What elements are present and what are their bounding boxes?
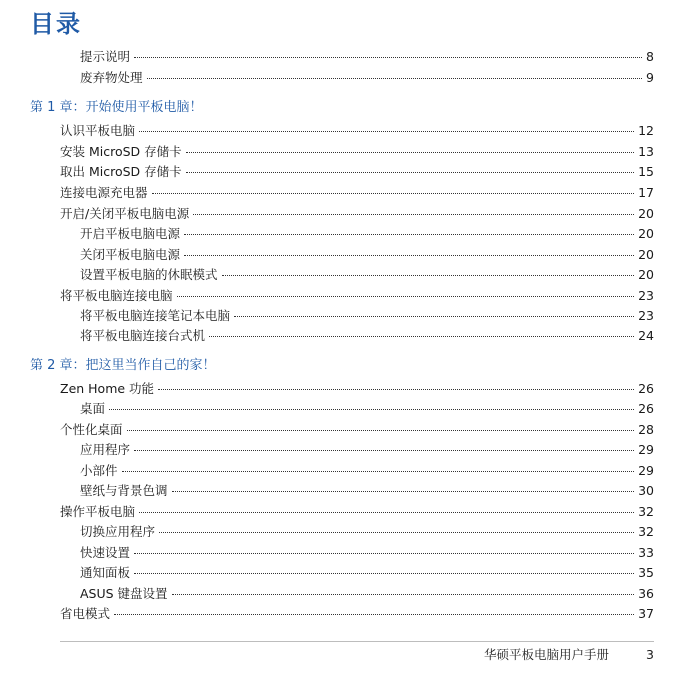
toc-leader-dots (147, 77, 643, 79)
toc-entry-label: 将平板电脑连接笔记本电脑 (80, 308, 231, 323)
toc-entry-page-number: 8 (646, 49, 654, 64)
toc-leader-dots (222, 274, 635, 276)
toc-entry-label: 认识平板电脑 (60, 123, 136, 138)
toc-entry-page-number: 30 (638, 483, 654, 498)
toc-entry[interactable] (80, 246, 654, 264)
toc-entry[interactable] (60, 163, 654, 181)
toc-entry-page-number: 23 (638, 288, 654, 303)
page-title: 目录 (30, 10, 82, 38)
toc-entry-page-number: 23 (638, 308, 654, 323)
toc-entry-label: 通知面板 (80, 565, 131, 580)
toc-entry-page-number: 28 (638, 422, 654, 437)
toc-entry[interactable] (60, 205, 654, 223)
toc-leader-dots (114, 613, 634, 615)
toc-entry[interactable] (60, 503, 654, 521)
toc-entry-label: 连接电源充电器 (60, 185, 148, 200)
toc-entry[interactable] (60, 421, 654, 439)
toc-leader-dots (134, 449, 634, 451)
toc-entry[interactable] (60, 122, 654, 140)
toc-entry[interactable] (80, 266, 654, 284)
footer-page-number: 3 (646, 647, 654, 662)
toc-entry-label: 操作平板电脑 (60, 504, 136, 519)
toc-entry-label: 将平板电脑连接电脑 (60, 288, 173, 303)
toc-leader-dots (158, 388, 634, 390)
toc-chapter-heading: 第 2 章：把这里当作自己的家！ (30, 358, 216, 373)
toc-entry-label: 设置平板电脑的休眠模式 (80, 267, 218, 282)
toc-leader-dots (177, 295, 635, 297)
toc-leader-dots (186, 151, 634, 153)
toc-entry-page-number: 20 (638, 206, 654, 221)
toc-entry-page-number: 37 (638, 606, 654, 621)
toc-entry-page-number: 15 (638, 164, 654, 179)
toc-entry[interactable] (80, 307, 654, 325)
toc-entry-label: ASUS 键盘设置 (80, 586, 168, 601)
toc-entry-label: 将平板电脑连接台式机 (80, 328, 206, 343)
toc-entry-page-number: 20 (638, 267, 654, 282)
toc-entry[interactable] (60, 605, 654, 623)
toc-entry-label: 省电模式 (60, 606, 111, 621)
toc-entry-label: 个性化桌面 (60, 422, 123, 437)
toc-entry-page-number: 36 (638, 586, 654, 601)
toc-entry-label: 桌面 (80, 401, 106, 416)
toc-entry-page-number: 29 (638, 463, 654, 478)
toc-entry-page-number: 17 (638, 185, 654, 200)
toc-entry-page-number: 26 (638, 381, 654, 396)
toc-entry[interactable] (80, 327, 654, 345)
toc-leader-dots (184, 254, 634, 256)
toc-leader-dots (139, 511, 634, 513)
toc-leader-dots (134, 552, 634, 554)
toc-entry-page-number: 33 (638, 545, 654, 560)
footer-divider (60, 641, 654, 642)
toc-entry[interactable] (80, 585, 654, 603)
toc-entry-page-number: 13 (638, 144, 654, 159)
toc-entry-label: 壁纸与背景色调 (80, 483, 168, 498)
toc-entry[interactable] (60, 380, 654, 398)
toc-entry[interactable] (60, 287, 654, 305)
toc-entry-page-number: 20 (638, 247, 654, 262)
toc-leader-dots (186, 171, 634, 173)
toc-leader-dots (159, 531, 634, 533)
toc-leader-dots (134, 56, 642, 58)
toc-entry[interactable] (80, 482, 654, 500)
toc-entry[interactable] (80, 564, 654, 582)
toc-leader-dots (193, 213, 634, 215)
toc-entry-label: 关闭平板电脑电源 (80, 247, 181, 262)
toc-entry[interactable] (80, 441, 654, 459)
toc-entry[interactable] (80, 225, 654, 243)
toc-leader-dots (127, 429, 635, 431)
toc-entry-label: 切换应用程序 (80, 524, 156, 539)
toc-entry[interactable] (80, 400, 654, 418)
toc-leader-dots (152, 192, 635, 194)
toc-entry-page-number: 26 (638, 401, 654, 416)
toc-entry[interactable] (80, 462, 654, 480)
toc-entry-label: 应用程序 (80, 442, 131, 457)
toc-entry[interactable] (80, 523, 654, 541)
toc-entry[interactable] (80, 544, 654, 562)
toc-entry-label: 快速设置 (80, 545, 131, 560)
toc-entry-page-number: 32 (638, 524, 654, 539)
toc-leader-dots (139, 130, 634, 132)
toc-leader-dots (209, 335, 634, 337)
toc-entry-label: 提示说明 (80, 49, 131, 64)
toc-leader-dots (234, 315, 634, 317)
toc-entry[interactable] (80, 69, 654, 87)
toc-leader-dots (122, 470, 635, 472)
footer-title: 华硕平板电脑用户手册 (484, 647, 610, 662)
toc-entry-label: 开启/关闭平板电脑电源 (60, 206, 190, 221)
toc-entry-label: 小部件 (80, 463, 118, 478)
toc-entry-label: Zen Home 功能 (60, 381, 155, 396)
toc-entry[interactable] (80, 48, 654, 66)
toc-leader-dots (109, 408, 634, 410)
toc-entry-label: 取出 MicroSD 存储卡 (60, 164, 182, 179)
toc-leader-dots (184, 233, 634, 235)
toc-entry[interactable] (60, 184, 654, 202)
toc-entry-page-number: 12 (638, 123, 654, 138)
toc-entry[interactable] (60, 143, 654, 161)
toc-leader-dots (172, 593, 635, 595)
toc-entry-page-number: 35 (638, 565, 654, 580)
toc-entry-page-number: 29 (638, 442, 654, 457)
toc-chapter-heading: 第 1 章：开始使用平板电脑！ (30, 100, 203, 115)
toc-entry-label: 开启平板电脑电源 (80, 226, 181, 241)
toc-leader-dots (134, 572, 634, 574)
toc-entry-page-number: 9 (646, 70, 654, 85)
toc-leader-dots (172, 490, 635, 492)
toc-entry-label: 废弃物处理 (80, 70, 143, 85)
toc-entry-page-number: 24 (638, 328, 654, 343)
toc-entry-page-number: 20 (638, 226, 654, 241)
toc-entry-page-number: 32 (638, 504, 654, 519)
toc-entry-label: 安装 MicroSD 存储卡 (60, 144, 182, 159)
